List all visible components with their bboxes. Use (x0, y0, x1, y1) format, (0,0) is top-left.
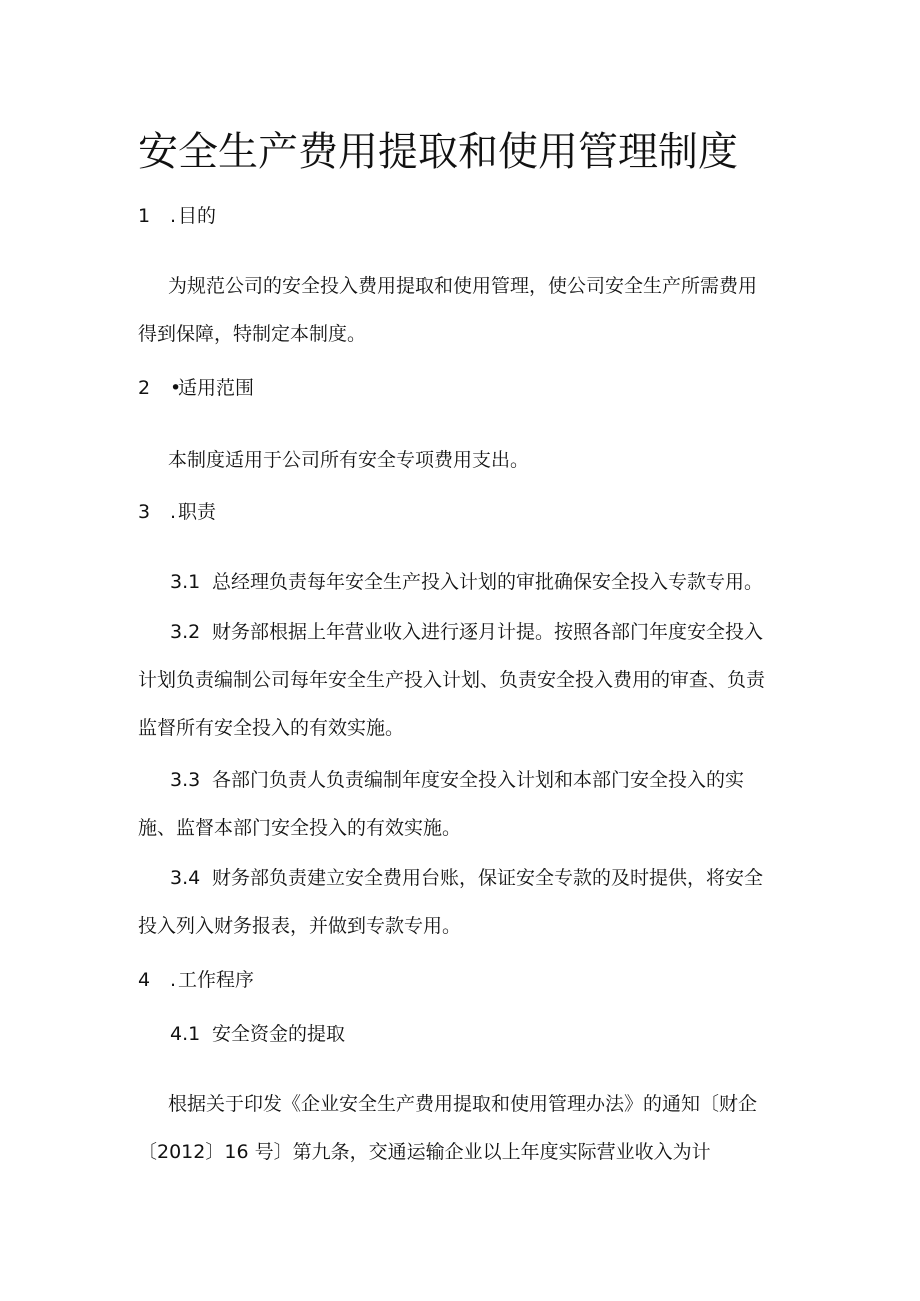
section-number: 2 (138, 377, 151, 399)
subsection-number: 3.3 (170, 769, 201, 791)
section-number: 1 (138, 205, 151, 227)
paragraph-line: 监督所有安全投入的有效实施。 (138, 717, 405, 739)
document-title: 安全生产费用提取和使用管理制度 (138, 129, 738, 175)
paragraph-line: 各部门负责人负责编制年度安全投入计划和本部门安全投入的实 (212, 769, 745, 791)
section-number: 3 (138, 501, 151, 523)
subsection-3-4 (170, 864, 763, 892)
subsection-3-1 (170, 568, 763, 596)
section-separator: . (170, 501, 177, 523)
paragraph-line: 施、监督本部门安全投入的有效实施。 (138, 817, 462, 839)
subsection-3-3 (170, 766, 744, 794)
paragraph-line: 〔2012〕16 号〕第九条，交通运输企业以上年度实际营业收入为计 (138, 1141, 711, 1163)
paragraph-line: 计划负责编制公司每年安全生产投入计划、负责安全投入费用的审查、负责 (138, 669, 766, 691)
section-1-heading (138, 202, 216, 230)
subsection-title: 安全资金的提取 (212, 1023, 346, 1045)
section-title: 职责 (178, 501, 217, 523)
paragraph-line: 财务部负责建立安全费用台账，保证安全专款的及时提供，将安全 (212, 867, 764, 889)
paragraph-line: 投入列入财务报表，并做到专款专用。 (138, 915, 462, 937)
section-4-heading (138, 966, 254, 994)
section-separator: . (170, 969, 177, 991)
section-separator: • (170, 377, 182, 399)
paragraph-line: 总经理负责每年安全生产投入计划的审批确保安全投入专款专用。 (212, 571, 764, 593)
subsection-number: 3.4 (170, 867, 201, 889)
subsection-4-1 (170, 1020, 345, 1048)
paragraph-line: 为规范公司的安全投入费用提取和使用管理，使公司安全生产所需费用 (168, 275, 758, 297)
paragraph-line: 本制度适用于公司所有安全专项费用支出。 (168, 449, 530, 471)
section-title: 工作程序 (178, 969, 255, 991)
section-2-heading (138, 374, 254, 402)
section-3-heading (138, 498, 216, 526)
paragraph-line: 财务部根据上年营业收入进行逐月计提。按照各部门年度安全投入 (212, 621, 764, 643)
subsection-number: 3.1 (170, 571, 201, 593)
section-title: 目的 (178, 205, 217, 227)
subsection-3-2 (170, 618, 763, 646)
section-title: 适用范围 (178, 377, 255, 399)
section-separator: . (170, 205, 177, 227)
subsection-number: 4.1 (170, 1023, 201, 1045)
paragraph-line: 根据关于印发《企业安全生产费用提取和使用管理办法》的通知〔财企 (168, 1093, 758, 1115)
subsection-number: 3.2 (170, 621, 201, 643)
paragraph-line: 得到保障，特制定本制度。 (138, 323, 367, 345)
section-number: 4 (138, 969, 151, 991)
